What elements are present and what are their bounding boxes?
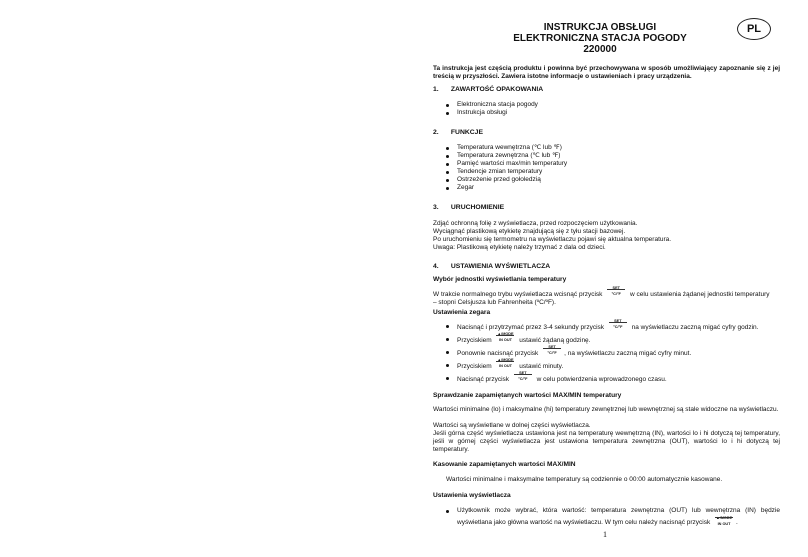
- paragraph: Jeśli górna część wyświetlacza ustawiona jest na temperaturę wewnętrzną (IN), wartości lo i hi dotyczą tej temperatury, jeśli w górnej części wyświetlacza jest ustawiona temperatura zewnętrzna (OUT), wartości lo i hi dotyczą tej temperatury.: [433, 430, 780, 453]
- subsection-title: Sprawdzanie zapamiętanych wartości MAX/MIN temperatury: [433, 392, 622, 399]
- section-title: FUNKCJE: [450, 129, 483, 136]
- model-number: 220000: [583, 44, 617, 55]
- paragraph: Wartości są wyświetlane w dolnej części wyświetlacza.: [433, 422, 591, 429]
- doc-subtitle: ELEKTRONICZNA STACJA POGODY: [513, 33, 687, 44]
- manual-page: INSTRUKCJA OBSŁUGI ELEKTRONICZNA STACJA POGODY 220000 PL Ta instrukcja jest częścią produktu i powinna być przechowywana w sposób umożliwiający zapoznanie się z jej treścią w przyszłości. Zawiera istotne informacje o ustawieniach i pracy urządzenia. 1. ZAWARTOŚĆ OPAKOWANIA Elektroniczna stacja pogody Instrukcja obsługi 2. FUNKCJE Temperatura wewnętrzna (℃ lub ℉) Temperatura zewnętrzna (℃ lub ℉) Pamięć wartości max/min temperatury Tendencje zmian temperatury Ostrzeżenie przed gołoledzią Zegar 3. URUCHOMIENIE Zdjąć ochronną folię z wyświetlacza, przed rozpoczęciem użytkowania. Wyciągnąć plastikową etykietę znajdującą się z tyłu stacji bazowej. Po uruchomieniu się termometru na wyświetlaczu pojawi się aktualna temperatura. Uwaga: Plastikową etykietę należy trzymać z dala od dzieci. 4. USTAWIENIA WYŚWIETLACZA Wybór jednostki wyświetlania temperatury W trakcie normalnego trybu wyświetlacza wcisnąć przycisk SET °C/°F w celu ustawienia żądanej jednostki temperatury – stopni Celsjusza lub Fahrenheita (ºC/ºF). Ustawienia zegara Nacisnąć i przytrzymać przez 3-4 sekundy przycisk SET °C/°F na wyświetlaczu zaczną migać cyfry godzin. Przyciskiem ▲/MODE IN OUT ustawić żądaną godzinę. Ponownie nacisnąć przycisk SET °C/°F , na wyświetlaczu zaczną migać cyfry minut. Przyciskiem ▲/MODE IN OUT ustawić minuty. Nacisnąć przycisk SET °C/°F w celu potwierdzenia wprowadzonego czasu. Sprawdzanie zapamiętanych wartości MAX/MIN temperatury Wartości minimalne (lo) i maksymalne (hi) temperatury zewnętrznej lub wewnętrznej są stale widoczne na wyświetlaczu. Wartości są wyświetlane w dolnej części wyświetlacza. Jeśli górna część wyświetlacza ustawiona jest na temperaturę wewnętrzną (IN), wartości lo i hi dotyczą tej temperatury, jeśli w górnej części wyświetlacza jest ustawiona temperatura zewnętrzna (OUT), wartości lo i hi dotyczą tej temperatury. Kasowanie zapamiętanych wartości MAX/MIN Wartości minimalne i maksymalne temperatury są codziennie o 00:00 automatycznie kasowane. Ustawienia wyświetlacza Użytkownik może wybrać, która wartość: temperatura zewnętrzna (OUT) lub wewnętrzna (IN) będzie wyświetlana jako główna wartość na wyświetlaczu. W tym celu należy nacisnąć przycisk ▲/MODE IN OUT . 1: [0, 0, 808, 557]
- intro-text: Ta instrukcja jest częścią produktu i powinna być przechowywana w sposób umożliwiający zapoznanie się z jej treścią w przyszłości. Zawiera istotne informacje o ustawieniach i pracy urządzenia.: [433, 65, 780, 80]
- text-line: Po uruchomieniu się termometru na wyświetlaczu pojawi się aktualna temperatura.: [433, 236, 672, 243]
- language-badge: PL: [737, 18, 771, 40]
- mode-button-icon: ▲/MODE IN OUT: [715, 516, 733, 526]
- doc-title: INSTRUKCJA OBSŁUGI: [543, 22, 657, 33]
- subsection-title: Ustawienia wyświetlacza: [433, 492, 511, 499]
- section-4-heading: [433, 263, 550, 270]
- subsection-title: Ustawienia zegara: [433, 309, 491, 316]
- section-number: 4.: [433, 263, 439, 270]
- section-1-heading: [433, 86, 543, 93]
- mode-button-icon: ▲/MODE IN OUT: [497, 358, 514, 368]
- set-button-icon: SET °C/°F: [611, 286, 621, 296]
- section-number: 2.: [433, 129, 439, 136]
- subsection-title: Kasowanie zapamiętanych wartości MAX/MIN: [433, 461, 576, 468]
- section-title: ZAWARTOŚĆ OPAKOWANIA: [450, 86, 544, 93]
- section-number: 3.: [433, 204, 439, 211]
- mode-button-icon: ▲/MODE IN OUT: [497, 332, 514, 342]
- subsection-title: Wybór jednostki wyświetlania temperatury: [433, 276, 567, 283]
- set-button-icon: SET °C/°F: [613, 319, 623, 329]
- section-number: 1.: [433, 86, 439, 93]
- paragraph: Wartości minimalne i maksymalne temperatury są codziennie o 00:00 automatycznie kasowane.: [446, 476, 723, 483]
- section-title: URUCHOMIENIE: [450, 204, 505, 211]
- page-number: 1: [603, 530, 607, 539]
- section-2-heading: [433, 129, 483, 136]
- text-line: Uwaga: Plastikową etykietę należy trzymać z dala od dzieci.: [433, 244, 606, 251]
- text-line: Wyciągnąć plastikową etykietę znajdującą się z tyłu stacji bazowej.: [433, 228, 626, 235]
- paragraph: Wartości minimalne (lo) i maksymalne (hi) temperatury zewnętrznej lub wewnętrznej są stale widoczne na wyświetlaczu.: [433, 406, 779, 413]
- set-button-icon: SET °C/°F: [547, 345, 557, 355]
- section-title: USTAWIENIA WYŚWIETLACZA: [450, 263, 551, 270]
- paragraph: W trakcie normalnego trybu wyświetlacza wcisnąć przycisk SET °C/°F w celu ustawienia żądanej jednostki temperatury – stopni Celsjusza lub Fahrenheita (ºC/ºF).: [433, 286, 770, 306]
- set-button-icon: SET °C/°F: [518, 371, 528, 381]
- text-line: Zdjąć ochronną folię z wyświetlacza, przed rozpoczęciem użytkowania.: [433, 220, 638, 227]
- section-3-heading: [433, 204, 504, 211]
